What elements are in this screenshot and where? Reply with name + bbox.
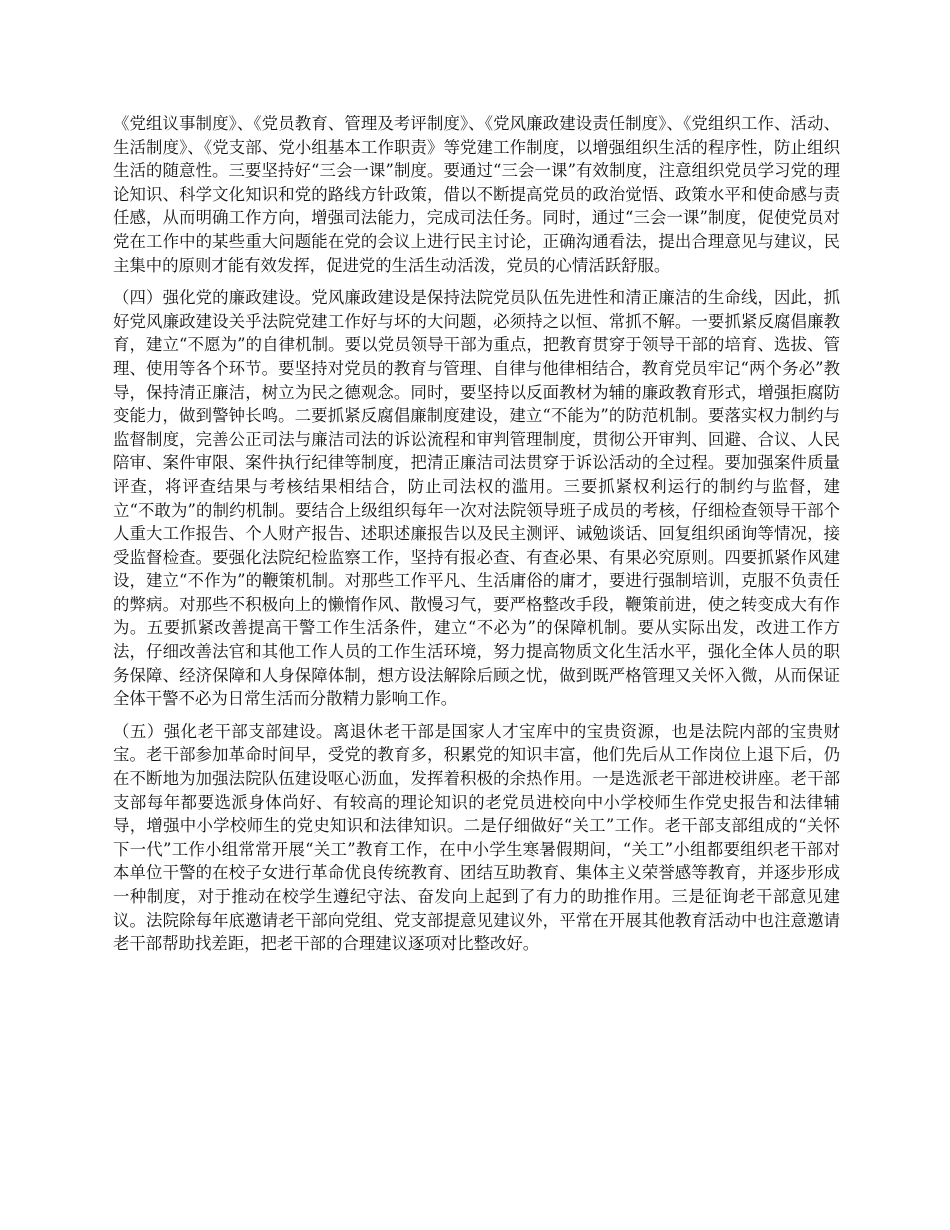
paragraph-integrity-construction: （四）强化党的廉政建设。党风廉政建设是保持法院党员队伍先进性和清正廉洁的生命线，因此，抓好党风廉政建设关乎法院党建工作好与坏的大问题，必须持之以恒、常抓不解。一要抓紧反腐倡廉教育，建立“不愿为”的自律机制。要以党员领导干部为重点，把教育贯穿于领导干部的培育、选拔、管理、使用等各个环节。要坚持对党员的教育与管理、自律与他律相结合，教育党员牢记“两个务必”教导，保持清正廉洁，树立为民之德观念。同时，要坚持以反面教材为辅的廉政教育形式，增强拒腐防变能力，做到警钟长鸣。二要抓紧反腐倡廉制度建设，建立“不能为”的防范机制。要落实权力制约与监督制度，完善公正司法与廉洁司法的诉讼流程和审判管理制度，贯彻公开审判、回避、合议、人民陪审、案件审限、案件执行纪律等制度，把清正廉洁司法贯穿于诉讼活动的全过程。要加强案件质量评查，将评查结果与考核结果相结合，防止司法权的滥用。三要抓紧权利运行的制约与监督，建立“不敢为”的制约机制。要结合上级组织每年一次对法院领导班子成员的考核，仔细检查领导干部个人重大工作报告、个人财产报告、述职述廉报告以及民主测评、诫勉谈话、回复组织函询等情况，接受监督检查。要强化法院纪检监察工作，坚持有报必查、有查必果、有果必究原则。四要抓紧作风建设，建立“不作为”的鞭策机制。对那些工作平凡、生活庸俗的庸才，要进行强制培训，克服不负责任的弊病。对那些不积极向上的懒惰作风、散慢习气，要严格整改手段，鞭策前进，使之转变成大有作为。五要抓紧改善提高干警工作生活条件，建立“不必为”的保障机制。要从实际出发，改进工作方法，仔细改善法官和其他工作人员的工作生活环境，努力提高物质文化生活水平，强化全体人员的职务保障、经济保障和人身保障体制，想方设法解除后顾之忧，做到既严格管理又关怀入微，从而保证全体干警不必为日常生活而分散精力影响工作。 [113,288,840,709]
document-page [113,112,840,956]
paragraph-veteran-cadre-branch: （五）强化老干部支部建设。离退休老干部是国家人才宝库中的宝贵资源，也是法院内部的宝贵财宝。老干部参加革命时间早，受党的教育多，积累党的知识丰富，他们先后从工作岗位上退下后，仍在不断地为加强法院队伍建设呕心沥血，发挥着积极的余热作用。一是选派老干部进校讲座。老干部支部每年都要选派身体尚好、有较高的理论知识的老党员进校向中小学校师生作党史报告和法律辅导，增强中小学校师生的党史知识和法律知识。二是仔细做好“关工”工作。老干部支部组成的“关怀下一代”工作小组常常开展“关工”教育工作，在中小学生寒暑假期间，“关工”小组都要组织老干部对本单位干警的在校子女进行革命优良传统教育、团结互助教育、集体主义荣誉感等教育，并逐步形成一种制度，对于推动在校学生遵纪守法、奋发向上起到了有力的助推作用。三是征询老干部意见建议。法院除每年底邀请老干部向党组、党支部提意见建议外，平常在开展其他教育活动中也注意邀请老干部帮助找差距，把老干部的合理建议逐项对比整改好。 [113,721,840,954]
paragraph-party-system-regulations: 《党组议事制度》、《党员教育、管理及考评制度》、《党风廉政建设责任制度》、《党组织工作、活动、生活制度》、《党支部、党小组基本工作职责》等党建工作制度，以增强组织生活的程序性，防止组织生活的随意性。三要坚持好“三会一课”制度。要通过“三会一课”有效制度，注意组织党员学习党的理论知识、科学文化知识和党的路线方针政策，借以不断提高党员的政治觉悟、政策水平和使命感与责任感，从而明确工作方向，增强司法能力，完成司法任务。同时，通过“三会一课”制度，促使党员对党在工作中的某些重大问题能在党的会议上进行民主讨论，正确沟通看法，提出合理意见与建议，民主集中的原则才能有效发挥，促进党的生活生动活泼，党员的心情活跃舒服。 [113,114,840,275]
